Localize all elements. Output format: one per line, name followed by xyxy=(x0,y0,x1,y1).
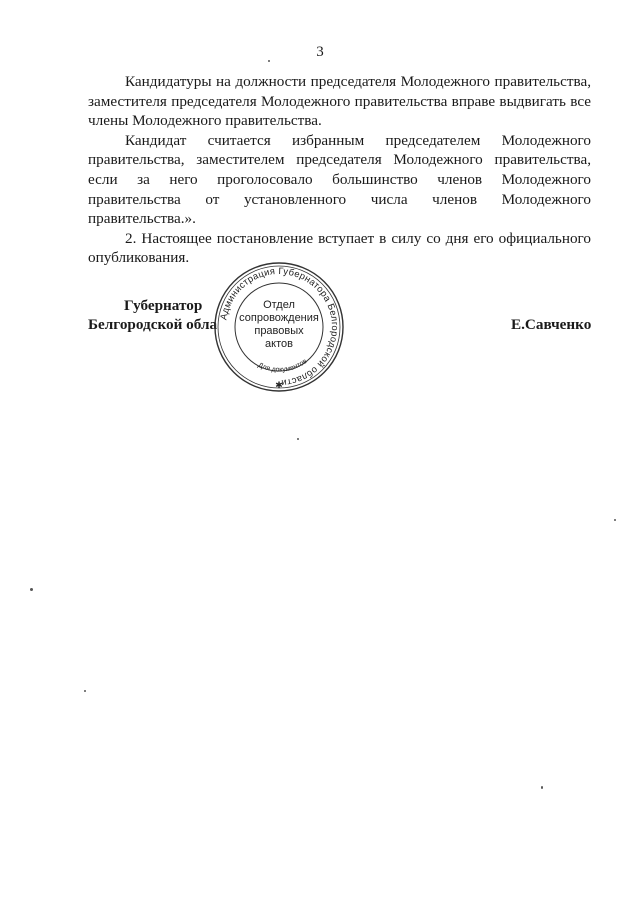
page-number: 3 xyxy=(316,44,324,60)
stamp-center-text xyxy=(212,299,346,351)
scan-speck xyxy=(541,786,543,789)
paragraph-3: 2. Настоящее постановление вступает в силу со дня его официального опубликования. xyxy=(88,229,591,267)
stamp-ring-text: Администрация Губернатора Белгородской области xyxy=(217,264,342,390)
signature-title-line-2: Белгородской обла xyxy=(88,316,218,333)
paragraph-2: Кандидат считается избранным председателем Молодежного правительства, заместителем председателя Молодежного правительства, если за него проголосовало большинство членов Молодежного правительства от установленного числа членов Молодежного правительства.». xyxy=(88,131,591,228)
stamp-bottom-text: Для документов xyxy=(256,357,309,374)
signature-title-line-1: Губернатор xyxy=(124,297,203,314)
svg-text:Для документов xyxy=(257,358,309,374)
scan-speck xyxy=(268,60,270,62)
stamp-line-4: актов xyxy=(265,338,293,350)
svg-text:✱: ✱ xyxy=(275,381,283,391)
document-body xyxy=(88,72,591,268)
scan-speck xyxy=(30,588,33,591)
signature-name: Е.Савченко xyxy=(511,316,592,333)
stamp-line-2: сопровождения xyxy=(239,312,319,324)
scan-speck xyxy=(614,519,616,521)
stamp-line-1: Отдел xyxy=(263,299,295,311)
scan-speck xyxy=(84,690,86,692)
scan-speck xyxy=(297,438,299,440)
stamp-line-3: правовых xyxy=(254,325,304,337)
paragraph-1: Кандидатуры на должности председателя Молодежного правительства, заместителя председателя Молодежного правительства вправе выдвигать все члены Молодежного правительства. xyxy=(88,73,591,130)
